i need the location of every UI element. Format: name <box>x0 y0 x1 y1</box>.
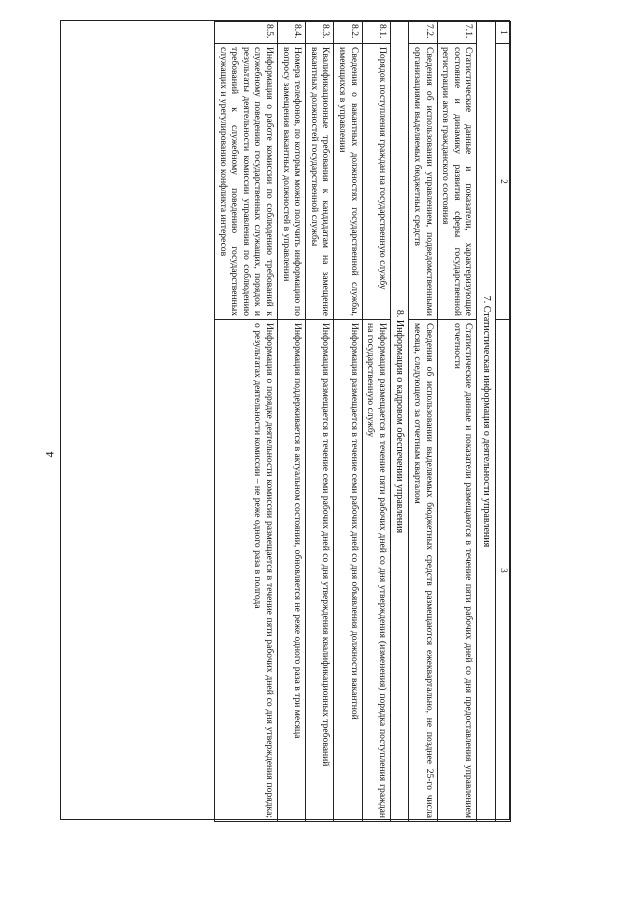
row-name: Информация о работе комиссии по соблюдению требований к служебному поведению государственных служащих, порядок и результаты деятельности комиссии управления по соблюдению требований к служебному поведению государственных служащих и урегулированию конфликта интересов <box>215 44 278 320</box>
row-number: 8.1. <box>362 22 390 44</box>
rotated-table-wrapper <box>61 21 511 821</box>
section-7-title: 7. Статистическая информация о деятельности управления <box>477 22 496 822</box>
table-row <box>362 22 390 822</box>
table-row <box>306 22 334 822</box>
row-number: 8.3. <box>306 22 334 44</box>
table-header-row <box>496 22 511 822</box>
row-terms: Информация размещается в течение семи рабочих дней со дня объявления должности вакантной <box>334 320 362 822</box>
table-row <box>278 22 306 822</box>
table-row <box>215 22 278 822</box>
table-row <box>409 22 437 822</box>
row-terms: Сведения об использовании выделяемых бюджетных средств размещаются ежеквартально, не позднее 25-го числа месяца, следующего за отчетным кварталом <box>409 320 437 822</box>
row-name: Сведения об использовании управлением, подведомственными организациями выделяемых бюджетных средств <box>409 44 437 320</box>
table-row <box>437 22 477 822</box>
row-name: Квалификационные требования к кандидатам на замещение вакантных должностей государственной службы <box>306 44 334 320</box>
row-name: Порядок поступления граждан на государственную службу <box>362 44 390 320</box>
row-terms: Информация поддерживается в актуальном состоянии, обновляется не реже одного раза в три месяца <box>278 320 306 822</box>
row-number: 7.2. <box>409 22 437 44</box>
row-number: 8.2. <box>334 22 362 44</box>
row-terms: Информация размещается в течение пяти рабочих дней со дня утверждения (изменения) порядка поступления граждан на государственную службу <box>362 320 390 822</box>
row-name: Статистические данные и показатели, характеризующие состояние и динамику развития сферы государственной регистрации актов гражданского состояния <box>437 44 477 320</box>
page-number: 4 <box>42 451 57 458</box>
section-8-row <box>390 22 409 822</box>
section-7-row <box>477 22 496 822</box>
section-8-title: 8. Информация о кадровом обеспечении управления <box>390 22 409 822</box>
row-terms: Статистические данные и показатели размещаются в течение пяти рабочих дней со дня предоставления управлением отчетности <box>437 320 477 822</box>
header-col-1: 1 <box>496 22 511 44</box>
row-terms: Информация о порядке деятельности комиссии размещается в течение пяти рабочих дней со дня утверждения порядка; о результатах деятельности комиссии – не реже одного раза в полгода <box>215 320 278 822</box>
row-number: 8.5. <box>215 22 278 44</box>
row-terms: Информация размещается в течение семи рабочих дней со дня утверждения квалификационных требований <box>306 320 334 822</box>
header-col-2: 2 <box>496 44 511 320</box>
row-number: 8.4. <box>278 22 306 44</box>
information-table <box>214 21 511 822</box>
document-sheet <box>60 20 510 820</box>
header-col-3: 3 <box>496 320 511 822</box>
row-name: Сведения о вакантных должностях государственной службы, имеющихся в управлении <box>334 44 362 320</box>
row-number: 7.1. <box>437 22 477 44</box>
row-name: Номера телефонов, по которым можно получить информацию по вопросу замещения вакантных должностей в управлении <box>278 44 306 320</box>
table-row <box>334 22 362 822</box>
